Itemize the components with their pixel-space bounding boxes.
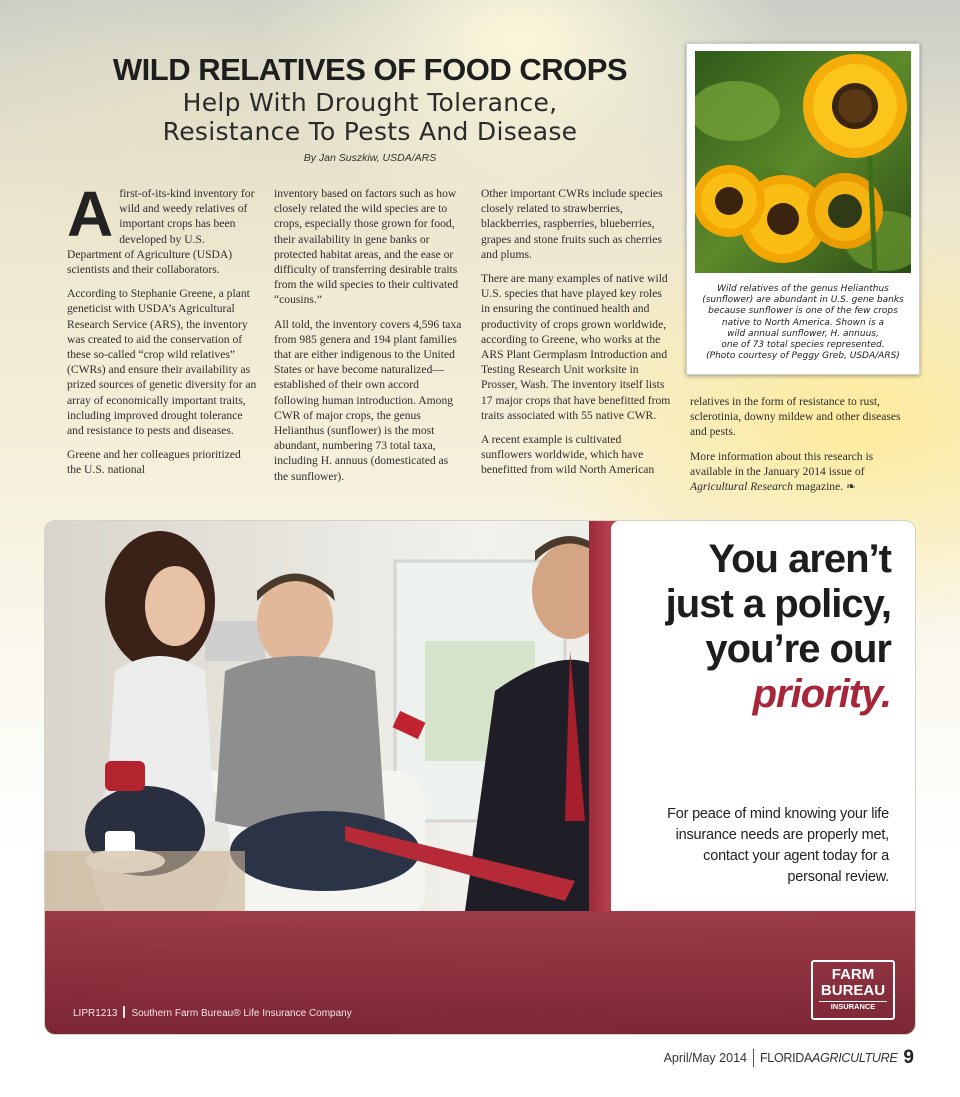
- logo-line: FARM: [831, 966, 875, 983]
- drop-cap: A: [67, 178, 114, 250]
- paragraph: All told, the inventory covers 4,596 taxa from 985 genera and 194 plant families that are either indigenous to the United States or have become naturalized—established of their own accord following human introduction. Among CWR of major crops, the genus Helianthus (sunflower) is the most abundant, numbering 73 total taxa, including H. annuus (domesticated as the sunflower).: [274, 317, 462, 483]
- article-column-1: [67, 178, 257, 487]
- paragraph: According to Stephanie Greene, a plant geneticist with USDA’s Agricultural Research Service (ARS), the inventory was created to aid the conservation of these so-called “crop wild relatives” (CWRs) and ensure their availability as prized sources of genetic diversity for an array of economically important traits, including improved drought tolerance and resistance to pests and diseases.: [67, 287, 257, 438]
- caption-line: wild annual sunflower, H. annuus,: [727, 328, 879, 339]
- paragraph-text: More information about this research is available in the January 2014 issue of: [690, 449, 874, 478]
- magazine-name-part: AGRICULTURE: [812, 1051, 898, 1065]
- caption-line: Wild relatives of the genus Helianthus: [717, 284, 889, 294]
- logo-line: BUREAU: [820, 982, 886, 999]
- magazine-title: Agricultural Research: [690, 480, 793, 494]
- sunflower-photo-box: [686, 43, 920, 375]
- caption-line: (sunflower) are abundant in U.S. gene banks: [702, 295, 904, 306]
- sunflower-left: [695, 165, 765, 237]
- caption-line: (Photo courtesy of Peggy Greb, USDA/ARS): [706, 351, 900, 362]
- paragraph: relatives in the form of resistance to rust, sclerotinia, downy mildew and other diseases and pests.: [690, 395, 901, 439]
- photo-caption: [697, 284, 909, 362]
- magazine-name-part: FLORIDA: [759, 1051, 813, 1065]
- paragraph: A recent example is cultivated sunflowers worldwide, which have benefitted from wild North American: [481, 433, 655, 477]
- divider: [123, 1006, 125, 1018]
- caption-line: native to North America. Shown is a: [721, 317, 885, 328]
- ad-body-text: [649, 804, 889, 888]
- ad-headline-line: You aren’t: [708, 537, 891, 581]
- paragraph: Greene and her colleagues prioritized the U.S. national: [67, 448, 241, 477]
- caption-line: one of 73 total species represented.: [721, 340, 885, 351]
- ad-headline-line: you’re our: [705, 627, 891, 671]
- page-folio: [664, 1047, 914, 1069]
- paragraph-text: first-of-its-kind inventory for wild and weedy relatives of important crops has been developed by U.S. Department of Agriculture (USDA) scientists and their collaborators.: [67, 187, 255, 277]
- ad-body-line: personal review.: [787, 869, 889, 885]
- article-headline: [60, 52, 680, 146]
- ad-footer: [73, 1006, 352, 1019]
- paragraph: [690, 449, 902, 495]
- ad-code: LIPR1213: [73, 1008, 118, 1019]
- caption-line: because sunflower is one of the few crops: [708, 306, 898, 317]
- ad-body-line: insurance needs are properly met,: [675, 827, 889, 843]
- ad-text-panel: [611, 521, 915, 911]
- sunflower-photo: [695, 51, 911, 273]
- article-column-3: [481, 186, 671, 487]
- ad-body-line: contact your agent today for a: [703, 848, 889, 864]
- end-mark-icon: ❧: [846, 480, 856, 494]
- issue-date: April/May 2014: [663, 1051, 747, 1065]
- logo-line: INSURANCE: [819, 1001, 887, 1012]
- ad-headline-priority: priority.: [752, 672, 891, 716]
- article-column-2: [274, 186, 464, 493]
- magazine-name: [760, 1051, 897, 1065]
- farm-bureau-logo[interactable]: [811, 960, 895, 1020]
- byline: By Jan Suszkiw, USDA/ARS: [303, 152, 437, 164]
- insurance-advertisement[interactable]: [45, 521, 915, 1034]
- divider: [753, 1049, 754, 1067]
- article-column-4: [690, 394, 902, 503]
- sunflower-large: [803, 54, 907, 158]
- page-number: 9: [903, 1047, 914, 1068]
- paragraph: There are many examples of native wild U.S. species that have played key roles in ensuring the continued health and productivity of crops grown worldwide, according to Greene, who works at the ARS Plant Germplasm Introduction and Testing Research Unit worksite in Prosser, Wash. The inventory itself lists 17 major crops that have benefitted from traits associated with 55 native CWR.: [481, 272, 671, 422]
- paragraph-text: magazine.: [792, 480, 847, 494]
- ad-company: Southern Farm Bureau® Life Insurance Company: [131, 1008, 352, 1019]
- ad-body-line: For peace of mind knowing your life: [667, 806, 889, 822]
- article-title: WILD RELATIVES OF FOOD CROPS: [112, 52, 628, 87]
- article-subtitle-line1: Help With Drought Tolerance,: [182, 88, 558, 117]
- paragraph: inventory based on factors such as how closely related the wild species are to crops, especially those grown for food, their availability in gene banks or protected habitat areas, and the ease or difficulty of transferring desirable traits from the wild species to their cultivated “cousins.”: [274, 187, 459, 307]
- article-subtitle-line2: Resistance To Pests And Disease: [162, 117, 578, 146]
- ad-headline: [666, 537, 891, 717]
- paragraph: [67, 178, 257, 277]
- paragraph: Other important CWRs include species closely related to strawberries, blackberries, raspberries, blueberries, grapes and stone fruits such as cherries and plums.: [481, 187, 663, 261]
- ad-headline-line: just a policy,: [665, 582, 891, 626]
